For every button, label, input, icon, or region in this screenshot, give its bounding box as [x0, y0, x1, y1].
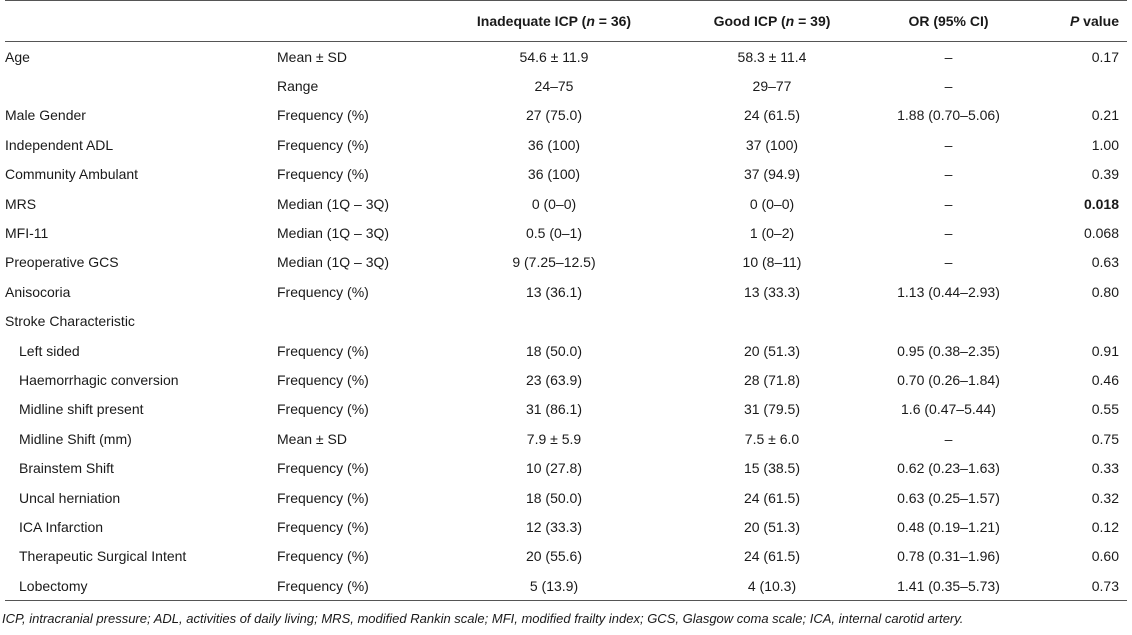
cell-p-value: 0.91: [1091, 342, 1119, 359]
cell-odds-ratio: 0.63 (0.25–1.57): [897, 489, 1000, 506]
cell-good-icp: 24 (61.5): [743, 489, 801, 506]
cell-p-value: 0.80: [1091, 283, 1119, 300]
cell-variable: Independent ADL: [5, 136, 114, 153]
cell-variable: Community Ambulant: [5, 166, 139, 183]
cell-variable: Haemorrhagic conversion: [19, 371, 179, 388]
table-row: [5, 42, 1127, 72]
cell-statistic: Mean ± SD: [277, 430, 347, 447]
cell-good-icp: 31 (79.5): [743, 401, 801, 418]
cell-variable: Preoperative GCS: [5, 254, 119, 271]
cell-statistic: [275, 307, 435, 336]
header-p-suffix: value: [1079, 13, 1119, 29]
cell-good-icp: 7.5 ± 6.0: [744, 430, 800, 447]
cell-inadequate-icp: 24–75: [534, 78, 574, 95]
header-good-n: n: [785, 13, 795, 29]
cell-good-icp: 37 (94.9): [743, 166, 801, 183]
header-variable: [5, 1, 275, 42]
cell-p-value: 0.39: [1091, 166, 1119, 183]
cell-p-value: 0.63: [1091, 254, 1119, 271]
cell-odds-ratio: –: [944, 254, 953, 271]
header-statistic: [275, 1, 435, 42]
cell-good-icp: 20 (51.3): [743, 342, 801, 359]
table-row: [5, 307, 1127, 336]
cell-odds-ratio: 0.62 (0.23–1.63): [897, 460, 1000, 477]
cell-inadequate-icp: 0.5 (0–1): [525, 225, 583, 242]
cell-good-icp: 24 (61.5): [743, 548, 801, 565]
table-row: [5, 248, 1127, 277]
cell-p-value: [1026, 71, 1127, 100]
cell-odds-ratio: –: [944, 195, 953, 212]
cell-inadequate-icp: 20 (55.6): [525, 548, 583, 565]
header-good-icp: [673, 1, 871, 42]
cell-inadequate-icp: 5 (13.9): [435, 571, 673, 601]
header-good-prefix: Good ICP (: [713, 13, 786, 29]
cell-p-value: 0.21: [1091, 107, 1119, 124]
cell-good-icp: 13 (33.3): [743, 283, 801, 300]
cell-variable: Age: [5, 48, 30, 65]
cell-odds-ratio: 0.78 (0.31–1.96): [897, 548, 1000, 565]
cell-statistic: Frequency (%): [277, 460, 369, 477]
cell-good-icp: 4 (10.3): [673, 571, 871, 601]
cell-odds-ratio: 0.95 (0.38–2.35): [897, 342, 1000, 359]
cell-statistic: Frequency (%): [277, 548, 369, 565]
table-row: [5, 130, 1127, 159]
cell-variable: MFI-11: [5, 225, 49, 242]
cell-odds-ratio: 1.88 (0.70–5.06): [897, 107, 1000, 124]
cell-variable: Uncal herniation: [19, 489, 121, 506]
cell-statistic: Frequency (%): [275, 571, 435, 601]
cell-variable: MRS: [5, 195, 37, 212]
table-row: [5, 277, 1127, 306]
cell-inadequate-icp: 31 (86.1): [525, 401, 583, 418]
cell-odds-ratio: –: [944, 78, 953, 95]
table-body: [5, 42, 1127, 601]
cell-p-value: [1026, 307, 1127, 336]
cell-variable: Male Gender: [5, 107, 86, 124]
cell-inadequate-icp: 18 (50.0): [525, 489, 583, 506]
cell-statistic: Mean ± SD: [277, 48, 347, 65]
cell-p-value: 0.018: [1083, 195, 1119, 212]
cell-odds-ratio: 1.13 (0.44–2.93): [897, 283, 1000, 300]
cell-inadequate-icp: 0 (0–0): [531, 195, 577, 212]
cell-inadequate-icp: 36 (100): [527, 166, 581, 183]
table-row: [5, 189, 1127, 218]
table-row: [5, 512, 1127, 541]
cell-p-value: 0.12: [1091, 518, 1119, 535]
cell-statistic: Frequency (%): [277, 518, 369, 535]
cell-odds-ratio: 1.41 (0.35–5.73): [871, 571, 1026, 601]
header-p-italic: P: [1069, 13, 1080, 29]
table-row: [5, 542, 1127, 571]
table-footnote: ICP, intracranial pressure; ADL, activities of daily living; MRS, modified Rankin scale; MFI, modified frailty index; GCS, Glasgow coma scale; ICA, internal carotid artery.: [2, 611, 964, 627]
cell-inadequate-icp: 7.9 ± 5.9: [526, 430, 582, 447]
cell-p-value: 0.46: [1091, 371, 1119, 388]
cell-odds-ratio: –: [944, 430, 953, 447]
table-row: [5, 336, 1127, 365]
cell-inadequate-icp: 27 (75.0): [525, 107, 583, 124]
header-good-suffix: = 39): [794, 13, 831, 29]
cell-good-icp: 1 (0–2): [749, 225, 795, 242]
cell-variable: Anisocoria: [5, 283, 71, 300]
cell-odds-ratio: –: [944, 166, 953, 183]
cell-statistic: Frequency (%): [277, 342, 369, 359]
cell-variable: Lobectomy: [5, 571, 275, 601]
cell-statistic: Frequency (%): [277, 136, 369, 153]
table-row: [5, 453, 1127, 482]
cell-inadequate-icp: 9 (7.25–12.5): [512, 254, 596, 271]
cell-statistic: Frequency (%): [277, 107, 369, 124]
cell-statistic: Median (1Q – 3Q): [277, 225, 390, 242]
cell-good-icp: [673, 307, 871, 336]
cell-variable: ICA Infarction: [19, 518, 104, 535]
cell-good-icp: 37 (100): [745, 136, 799, 153]
cell-p-value: 0.73: [1026, 571, 1127, 601]
cell-variable: Midline shift present: [19, 401, 144, 418]
cell-p-value: 0.32: [1091, 489, 1119, 506]
cell-p-value: 1.00: [1091, 136, 1119, 153]
cell-statistic: Median (1Q – 3Q): [277, 254, 390, 271]
cell-statistic: Frequency (%): [277, 166, 369, 183]
cell-good-icp: 28 (71.8): [743, 371, 801, 388]
cell-good-icp: 20 (51.3): [743, 518, 801, 535]
cell-statistic: Frequency (%): [277, 401, 369, 418]
cell-variable: Midline Shift (mm): [19, 430, 132, 447]
cell-good-icp: 29–77: [752, 78, 792, 95]
cell-inadequate-icp: 54.6 ± 11.9: [519, 48, 589, 65]
table-row: [5, 71, 1127, 100]
cell-good-icp: 24 (61.5): [743, 107, 801, 124]
cell-good-icp: 10 (8–11): [742, 254, 802, 271]
header-inadequate-n: n: [586, 13, 595, 29]
results-table: [5, 0, 1127, 601]
header-row: [5, 1, 1127, 42]
header-p-value: [1026, 1, 1127, 42]
header-inadequate-prefix: Inadequate ICP (: [476, 13, 587, 29]
cell-inadequate-icp: 18 (50.0): [525, 342, 583, 359]
cell-p-value: 0.068: [1083, 225, 1119, 242]
cell-inadequate-icp: 36 (100): [527, 136, 581, 153]
cell-inadequate-icp: 12 (33.3): [525, 518, 583, 535]
cell-good-icp: 58.3 ± 11.4: [737, 48, 807, 65]
cell-statistic: Median (1Q – 3Q): [277, 195, 390, 212]
cell-statistic: Frequency (%): [277, 489, 369, 506]
cell-statistic: Frequency (%): [277, 371, 369, 388]
cell-inadequate-icp: [435, 307, 673, 336]
cell-variable: [5, 71, 275, 100]
cell-inadequate-icp: 23 (63.9): [525, 371, 583, 388]
cell-inadequate-icp: 10 (27.8): [525, 460, 583, 477]
cell-odds-ratio: 0.48 (0.19–1.21): [897, 518, 1000, 535]
cell-variable: Left sided: [19, 342, 80, 359]
table-row: [5, 571, 1127, 601]
cell-odds-ratio: 0.70 (0.26–1.84): [897, 371, 1000, 388]
table-row: [5, 483, 1127, 512]
cell-good-icp: 0 (0–0): [749, 195, 795, 212]
cell-odds-ratio: [871, 307, 1026, 336]
table-row: [5, 160, 1127, 189]
cell-p-value: 0.60: [1091, 548, 1119, 565]
cell-p-value: 0.55: [1091, 401, 1119, 418]
cell-variable: Therapeutic Surgical Intent: [19, 548, 187, 565]
table-row: [5, 218, 1127, 247]
cell-statistic: Range: [277, 78, 319, 95]
table-row: [5, 395, 1127, 424]
cell-p-value: 0.17: [1091, 48, 1119, 65]
cell-variable: Stroke Characteristic: [5, 313, 135, 330]
cell-good-icp: 15 (38.5): [743, 460, 801, 477]
cell-odds-ratio: –: [944, 48, 953, 65]
table-row: [5, 365, 1127, 394]
table-header: [5, 1, 1127, 42]
cell-inadequate-icp: 13 (36.1): [525, 283, 583, 300]
cell-p-value: 0.33: [1091, 460, 1119, 477]
header-odds-ratio: OR (95% CI): [871, 1, 1026, 42]
header-inadequate-suffix: = 36): [594, 13, 632, 29]
cell-p-value: 0.75: [1091, 430, 1119, 447]
cell-odds-ratio: –: [944, 136, 953, 153]
table-row: [5, 424, 1127, 453]
table-row: [5, 101, 1127, 130]
cell-odds-ratio: 1.6 (0.47–5.44): [901, 401, 996, 418]
cell-odds-ratio: –: [944, 225, 953, 242]
cell-statistic: Frequency (%): [277, 283, 369, 300]
header-inadequate-icp: [435, 1, 673, 42]
cell-variable: Brainstem Shift: [19, 460, 114, 477]
